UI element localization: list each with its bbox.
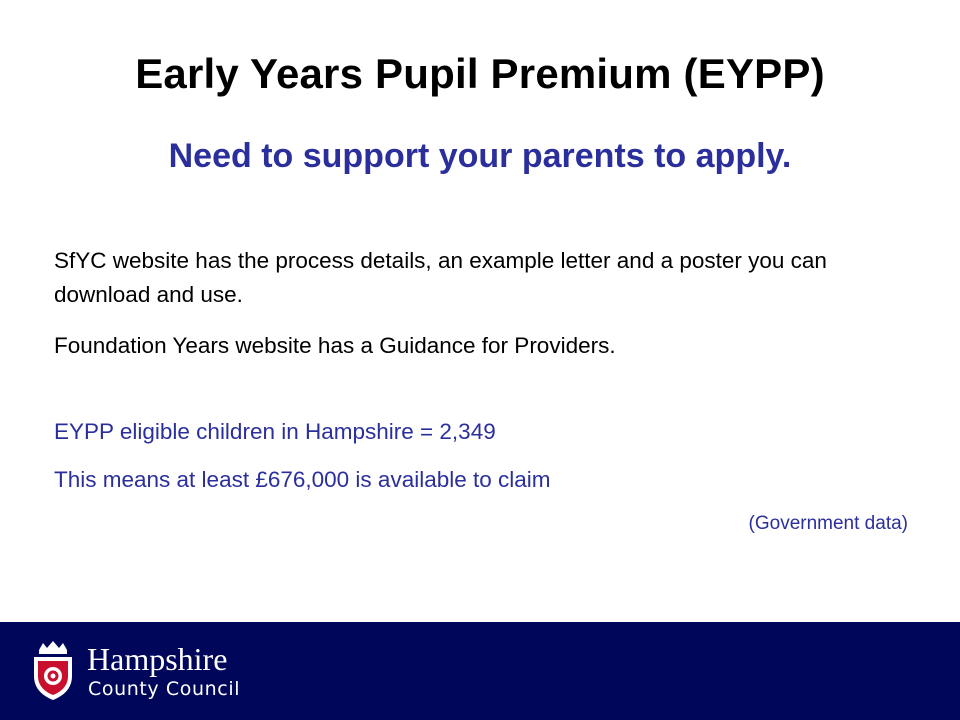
hampshire-county-council-logo bbox=[30, 638, 270, 704]
footer-bar bbox=[0, 622, 960, 720]
logo-text-county-council: County Council bbox=[88, 678, 241, 700]
paragraph-sfyc-website: SfYC website has the process details, an example letter and a poster you can download and use. bbox=[54, 248, 827, 307]
source-note: (Government data) bbox=[748, 513, 908, 534]
paragraph-foundation-years: Foundation Years website has a Guidance for Providers. bbox=[54, 333, 616, 358]
hampshire-crest-icon bbox=[30, 640, 76, 702]
slide-subtitle: Need to support your parents to apply. bbox=[168, 137, 792, 175]
paragraph-eligible-children: EYPP eligible children in Hampshire = 2,349 bbox=[54, 419, 496, 444]
paragraph-funding-available: This means at least £676,000 is available to claim bbox=[54, 467, 551, 492]
slide-title: Early Years Pupil Premium (EYPP) bbox=[135, 50, 825, 97]
logo-text-hampshire: Hampshire bbox=[87, 641, 228, 677]
